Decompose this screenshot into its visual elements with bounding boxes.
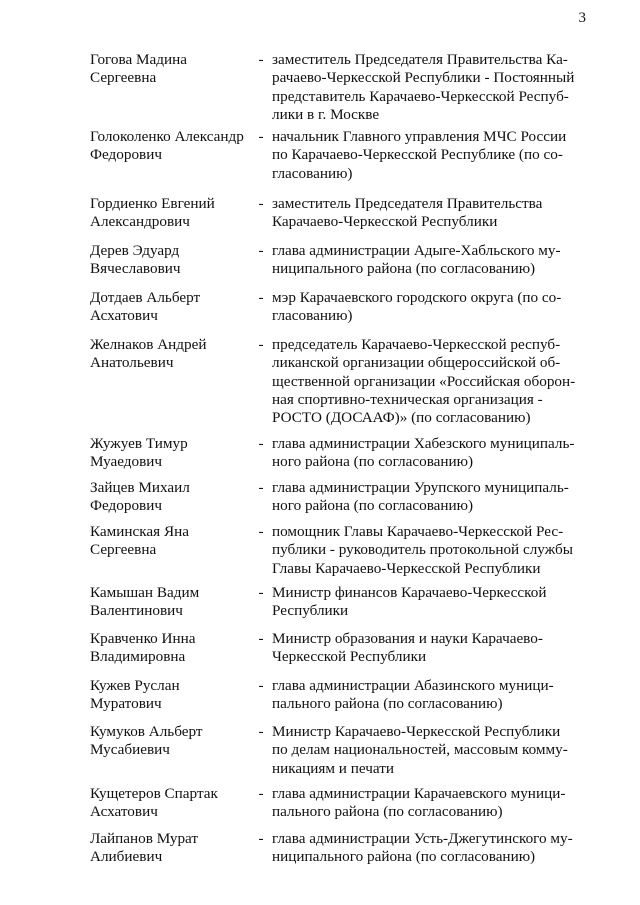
member-name: Дотдаев Альберт Асхатович bbox=[90, 289, 201, 325]
dash-separator: - bbox=[258, 128, 264, 145]
list-item bbox=[90, 584, 586, 630]
dash-separator: - bbox=[258, 51, 264, 68]
list-item bbox=[90, 336, 586, 435]
dash-separator: - bbox=[258, 584, 264, 601]
member-name: Гордиенко Евгений Александрович bbox=[90, 195, 215, 231]
dash-separator: - bbox=[258, 723, 264, 740]
member-name: Кужев Руслан Муратович bbox=[90, 677, 180, 713]
member-position: глава администрации Хабезского муниципаль- ного района (по согласованию) bbox=[272, 435, 575, 471]
member-name: Дерев Эдуард Вячеславович bbox=[90, 242, 181, 278]
list-item bbox=[90, 830, 586, 870]
list-item bbox=[90, 677, 586, 723]
list-item bbox=[90, 630, 586, 677]
list-item bbox=[90, 242, 586, 289]
member-position: председатель Карачаево-Черкесской респуб- ликанской организации общероссийской об- щественной организации «Российская оборон- ная спортивно-техническая организация - РОСТО (ДОСААФ)» (по согласованию) bbox=[272, 336, 576, 427]
member-position: глава администрации Урупского муниципаль- ного района (по согласованию) bbox=[272, 479, 569, 515]
member-position: заместитель Председателя Правительства Ка- рачаево-Черкесской Республики - Постоянный представитель Карачаево-Черкесской Респуб- лики в г. Москве bbox=[272, 51, 575, 123]
member-name: Кущетеров Спартак Асхатович bbox=[90, 785, 218, 821]
member-name: Кравченко Инна Владимировна bbox=[90, 630, 196, 666]
member-position: заместитель Председателя Правительства Карачаево-Черкесской Республики bbox=[272, 195, 543, 231]
member-name: Каминская Яна Сергеевна bbox=[90, 523, 189, 559]
dash-separator: - bbox=[258, 677, 264, 694]
member-position: начальник Главного управления МЧС России по Карачаево-Черкесской Республике (по со- гласованию) bbox=[272, 128, 567, 182]
dash-separator: - bbox=[258, 242, 264, 259]
member-position: Министр Карачаево-Черкесской Республики по делам национальностей, массовым комму- никациям и печати bbox=[272, 723, 568, 777]
list-item bbox=[90, 523, 586, 584]
member-position: помощник Главы Карачаево-Черкесской Рес- публики - руководитель протокольной службы Главы Карачаево-Черкесской Республики bbox=[272, 523, 573, 577]
list-item bbox=[90, 723, 586, 785]
dash-separator: - bbox=[258, 195, 264, 212]
member-name: Камышан Вадим Валентинович bbox=[90, 584, 200, 620]
member-position: глава администрации Абазинского муници- пального района (по согласованию) bbox=[272, 677, 554, 713]
member-position: Министр финансов Карачаево-Черкесской Республики bbox=[272, 584, 547, 620]
dash-separator: - bbox=[258, 523, 264, 540]
dash-separator: - bbox=[258, 435, 264, 452]
list-item bbox=[90, 435, 586, 479]
dash-separator: - bbox=[258, 785, 264, 802]
dash-separator: - bbox=[258, 479, 264, 496]
member-name: Кумуков Альберт Мусабиевич bbox=[90, 723, 203, 759]
member-position: глава администрации Усть-Джегутинского му- ниципального района (по согласованию) bbox=[272, 830, 573, 866]
member-name: Лайпанов Мурат Алибиевич bbox=[90, 830, 199, 866]
member-name: Голоколенко Александр Федорович bbox=[90, 128, 244, 164]
list-item bbox=[90, 195, 586, 242]
member-position: глава администрации Карачаевского муници- пального района (по согласованию) bbox=[272, 785, 566, 821]
member-name: Жужуев Тимур Муаедович bbox=[90, 435, 188, 471]
list-item bbox=[90, 289, 586, 336]
members-list bbox=[90, 51, 586, 870]
member-position: Министр образования и науки Карачаево- Черкесской Республики bbox=[272, 630, 543, 666]
dash-separator: - bbox=[258, 830, 264, 847]
member-name: Желнаков Андрей Анатольевич bbox=[90, 336, 207, 372]
dash-separator: - bbox=[258, 630, 264, 647]
list-item bbox=[90, 51, 586, 128]
dash-separator: - bbox=[258, 289, 264, 306]
member-position: мэр Карачаевского городского округа (по со- гласованию) bbox=[272, 289, 562, 325]
list-item bbox=[90, 128, 586, 195]
list-item bbox=[90, 479, 586, 523]
page-number: 3 bbox=[578, 10, 586, 26]
member-name: Зайцев Михаил Федорович bbox=[90, 479, 190, 515]
member-position: глава администрации Адыге-Хабльского му- ниципального района (по согласованию) bbox=[272, 242, 561, 278]
dash-separator: - bbox=[258, 336, 264, 353]
member-name: Гогова Мадина Сергеевна bbox=[90, 51, 187, 87]
list-item bbox=[90, 785, 586, 830]
